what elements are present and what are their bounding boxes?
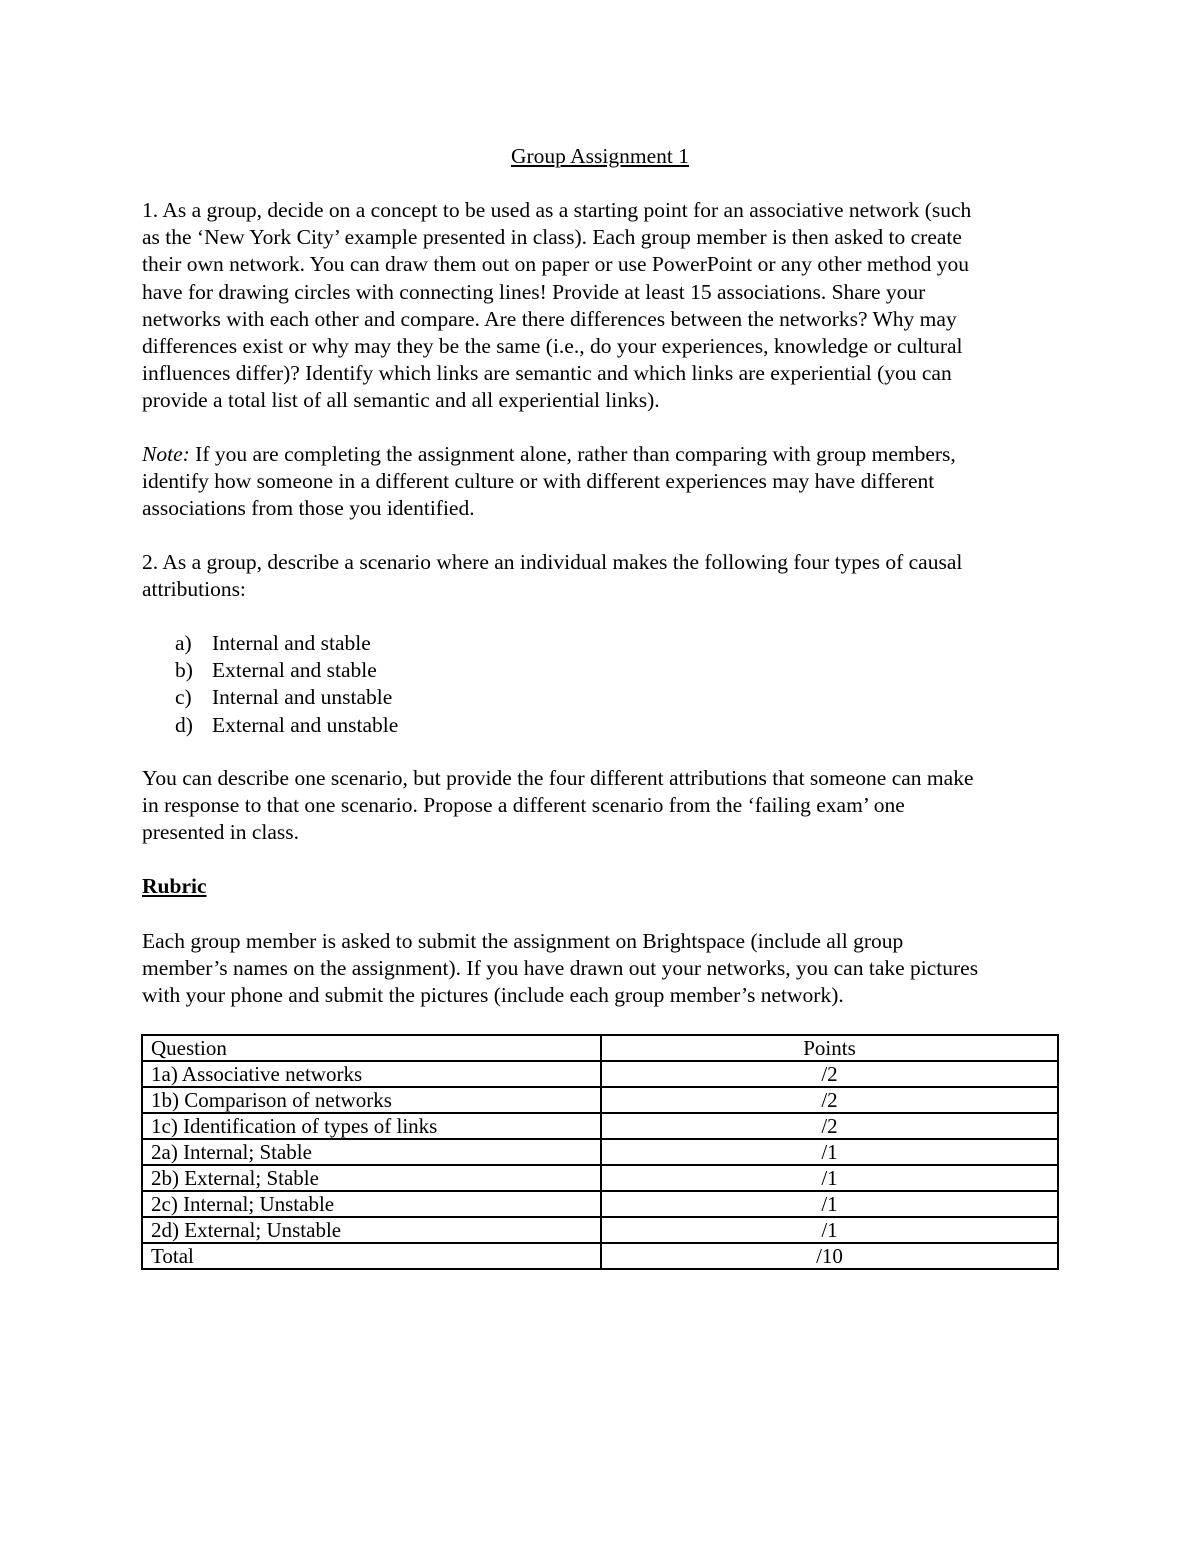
list-marker: a)	[175, 631, 192, 655]
table-cell-question: 1b) Comparison of networks	[142, 1087, 601, 1113]
text-line: You can describe one scenario, but provide the four different attributions that someone can make	[142, 766, 974, 790]
table-cell-question: 1c) Identification of types of links	[142, 1113, 601, 1139]
note-label: Note:	[142, 442, 190, 466]
text-line: with your phone and submit the pictures (include each group member’s network).	[142, 983, 844, 1008]
question-1-paragraph	[142, 197, 1062, 415]
note-text: If you are completing the assignment alone, rather than comparing with group members,	[189, 442, 956, 466]
table-cell-question: 2c) Internal; Unstable	[142, 1191, 601, 1217]
text-line	[142, 441, 1062, 468]
column-header-question: Question	[142, 1035, 601, 1061]
table-cell-question: 2d) External; Unstable	[142, 1217, 601, 1243]
text-line: provide a total list of all semantic and all experiential links).	[142, 388, 660, 413]
table-cell-points: /1	[601, 1165, 1058, 1191]
text-line: identify how someone in a different culture or with different experiences may have different	[142, 469, 935, 494]
table-header-row	[142, 1035, 1058, 1061]
list-item	[175, 684, 398, 711]
document-title: Group Assignment 1	[511, 144, 689, 168]
table-cell-points: /2	[601, 1113, 1058, 1139]
text-line: associations from those you identified.	[142, 496, 475, 521]
table-cell-question: 2b) External; Stable	[142, 1165, 601, 1191]
text-line: as the ‘New York City’ example presented in class). Each group member is then asked to create	[142, 225, 962, 250]
text-line: their own network. You can draw them out on paper or use PowerPoint or any other method you	[142, 252, 970, 277]
table-row	[142, 1217, 1058, 1243]
text-line: differences exist or why may they be the same (i.e., do your experiences, knowledge or cultural	[142, 334, 963, 359]
table-cell-points: /1	[601, 1217, 1058, 1243]
note-paragraph	[142, 441, 1062, 523]
table-row-total	[142, 1243, 1058, 1269]
column-header-points: Points	[601, 1035, 1058, 1061]
text-line: in response to that one scenario. Propose a different scenario from the ‘failing exam’ one	[142, 793, 905, 818]
text-line: have for drawing circles with connecting lines! Provide at least 15 associations. Share your	[142, 279, 926, 304]
list-item-text: External and stable	[212, 658, 377, 683]
table-cell-points: /10	[601, 1243, 1058, 1269]
list-item-text: External and unstable	[212, 712, 399, 737]
table-cell-question: 1a) Associative networks	[142, 1061, 601, 1087]
table-cell-points: /1	[601, 1139, 1058, 1165]
rubric-intro-paragraph	[142, 928, 1062, 1010]
question-2-followup-paragraph	[142, 765, 1062, 847]
text-line: 1. As a group, decide on a concept to be used as a starting point for an associative network (such	[142, 198, 972, 222]
table-row	[142, 1113, 1058, 1139]
list-marker: c)	[175, 685, 192, 710]
table-row	[142, 1139, 1058, 1165]
rubric-heading: Rubric	[142, 874, 207, 898]
text-line: Each group member is asked to submit the assignment on Brightspace (include all group	[142, 929, 904, 953]
attribution-list	[175, 630, 398, 739]
text-line: influences differ)? Identify which links are semantic and which links are experiential (you can	[142, 361, 952, 386]
text-line: attributions:	[142, 577, 246, 602]
table-cell-question: 2a) Internal; Stable	[142, 1139, 601, 1165]
table-cell-question: Total	[142, 1243, 601, 1269]
list-item-text: Internal and unstable	[212, 685, 393, 710]
list-item	[175, 630, 398, 657]
text-line: 2. As a group, describe a scenario where an individual makes the following four types of causal	[142, 550, 963, 574]
table-row	[142, 1087, 1058, 1113]
table-cell-points: /2	[601, 1061, 1058, 1087]
table-row	[142, 1191, 1058, 1217]
text-line: member’s names on the assignment). If you have drawn out your networks, you can take pictures	[142, 956, 979, 981]
question-2-paragraph	[142, 549, 1062, 603]
text-line: presented in class.	[142, 820, 300, 845]
table-row	[142, 1165, 1058, 1191]
text-line: networks with each other and compare. Are there differences between the networks? Why may	[142, 306, 957, 331]
table-cell-points: /2	[601, 1087, 1058, 1113]
list-item-text: Internal and stable	[212, 631, 371, 655]
list-item	[175, 712, 398, 739]
list-marker: b)	[175, 658, 193, 683]
list-item	[175, 657, 398, 684]
rubric-table	[141, 1034, 1059, 1270]
table-cell-points: /1	[601, 1191, 1058, 1217]
list-marker: d)	[175, 712, 193, 737]
table-row	[142, 1061, 1058, 1087]
